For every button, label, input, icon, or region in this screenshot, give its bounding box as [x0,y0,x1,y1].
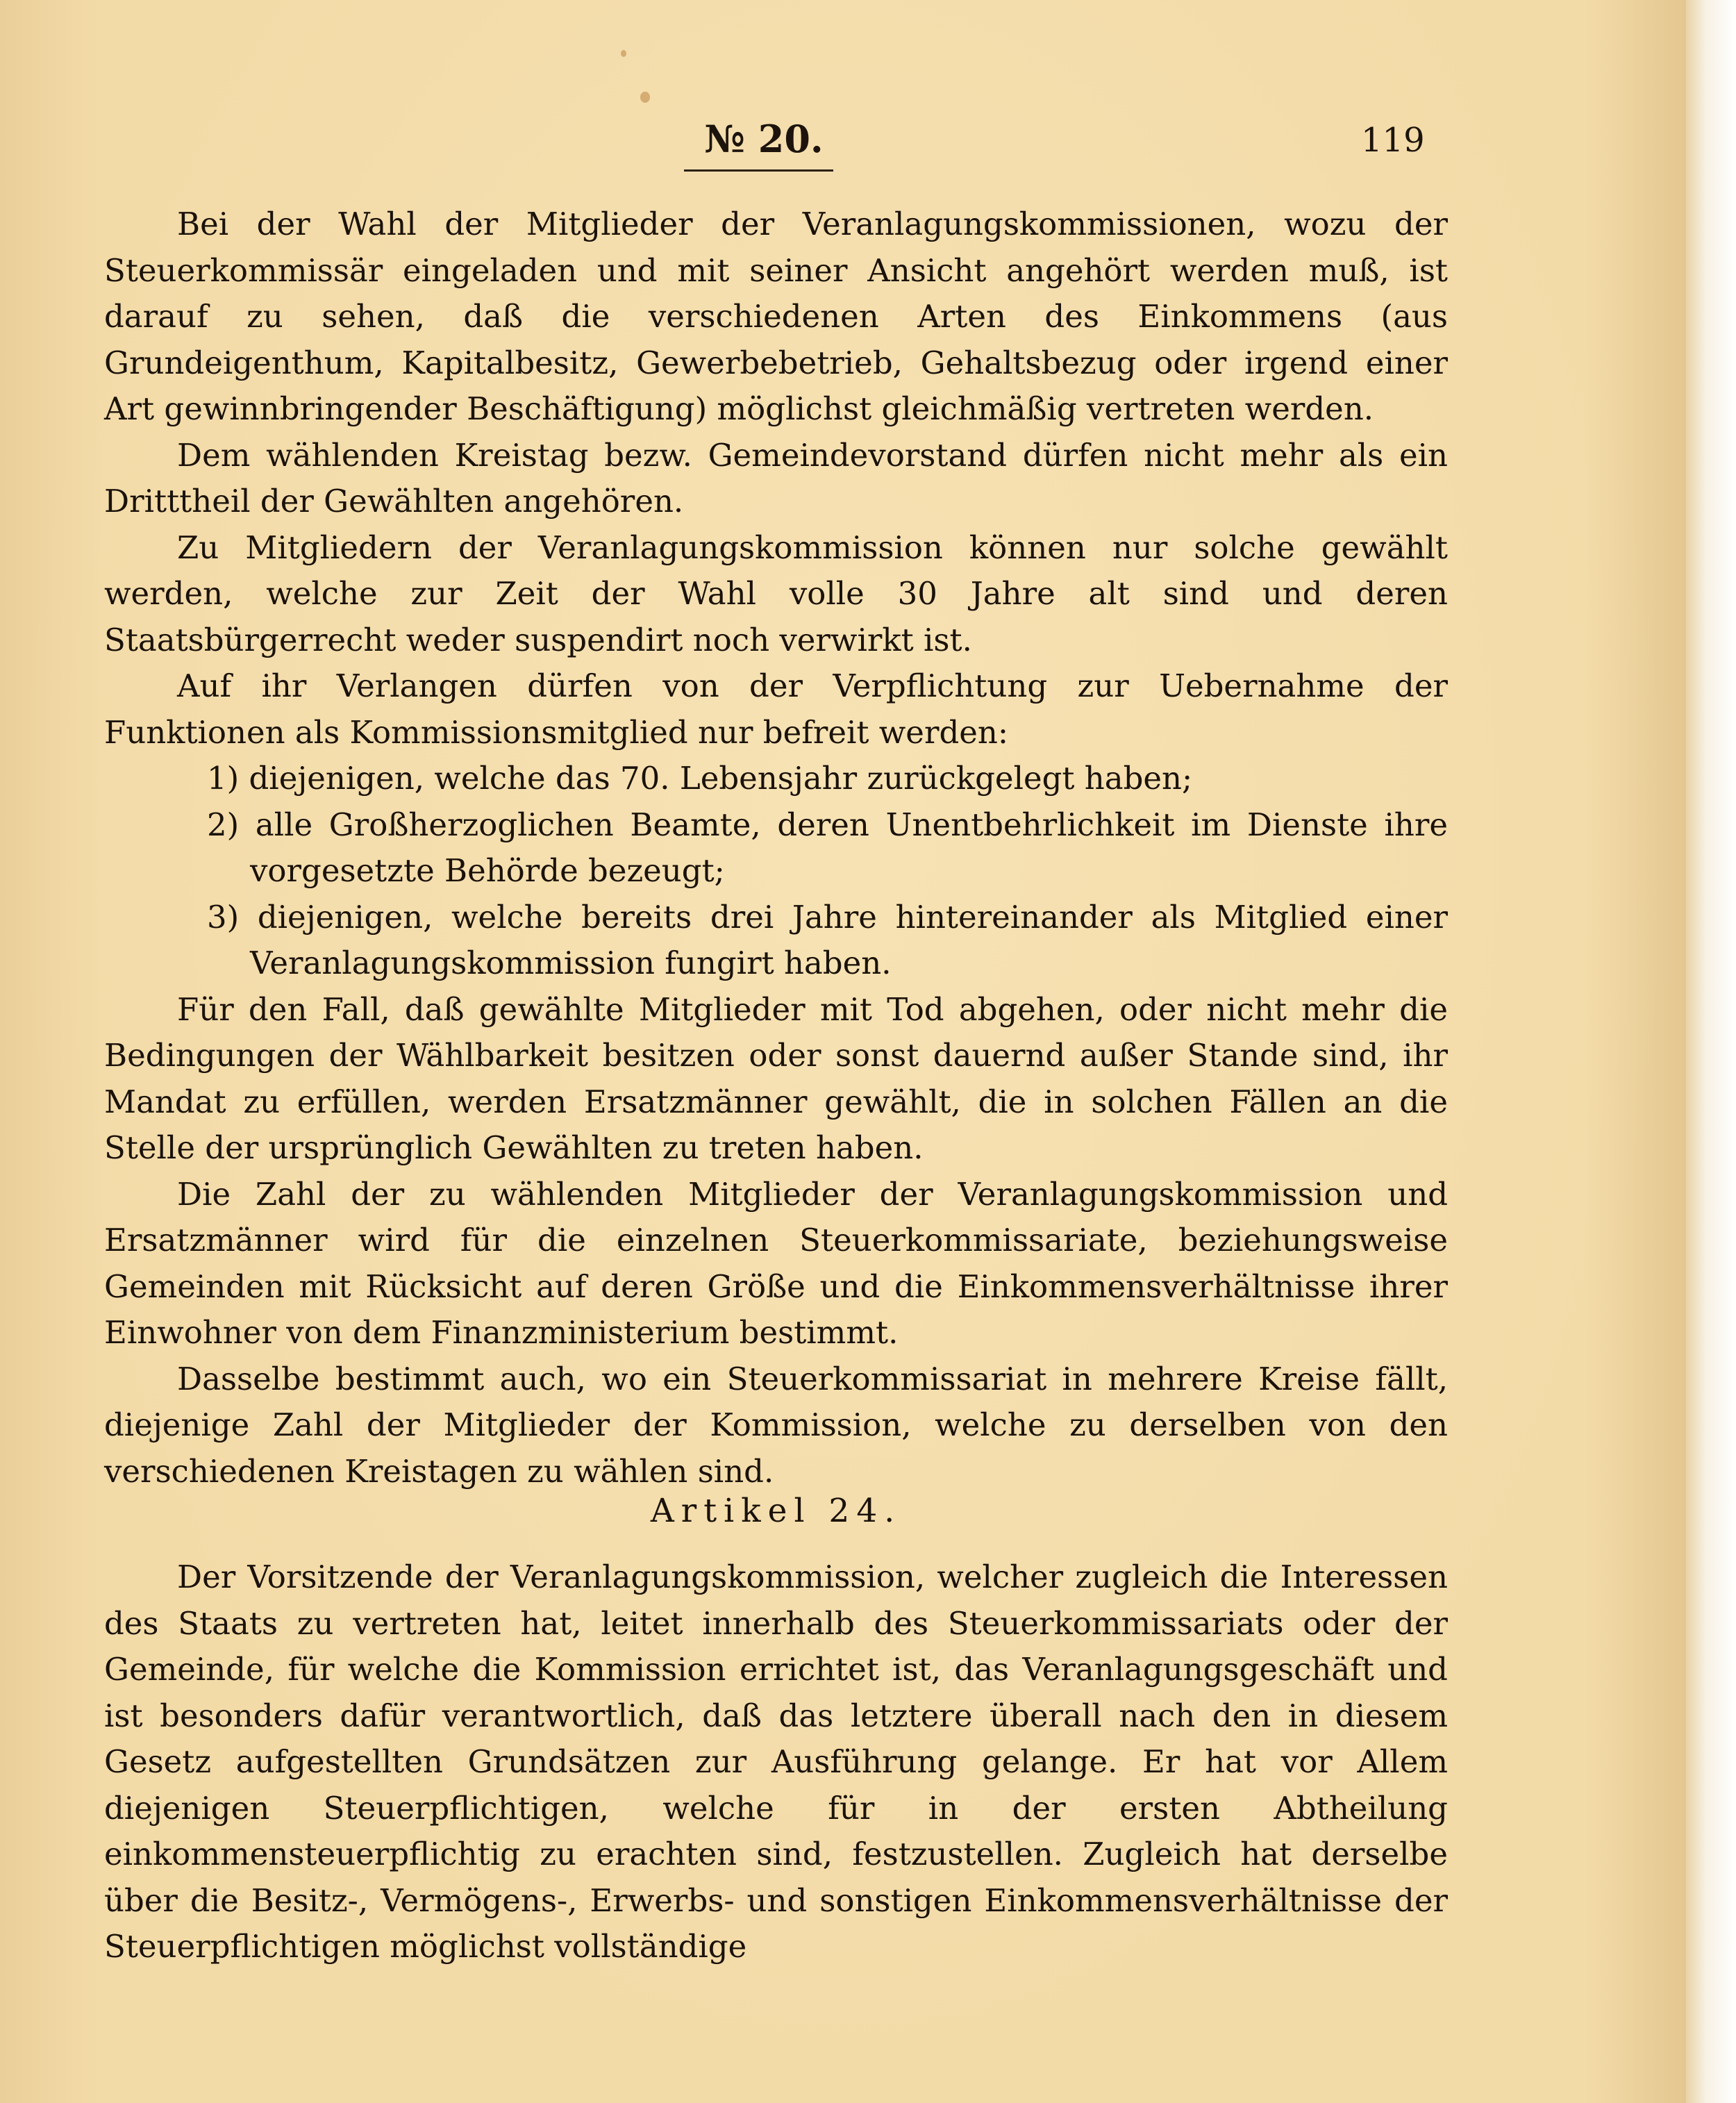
paragraph-districts: Dasselbe bestimmt auch, wo ein Steuerkommissariat in mehrere Kreise fällt, diejenige Zahl der Mitglieder der Kommission, welche zu derselben von den verschiedenen Kreistagen zu wählen sind. [104,1360,1448,1490]
list-item: 3) diejenigen, welche bereits drei Jahre hintereinander als Mitglied einer Veranlagungskommission fungirt haben. [207,898,1448,981]
paper-stain [640,92,650,103]
header-rule [684,169,833,172]
article-heading: Artikel 24. [650,1492,902,1530]
paragraph-election: Bei der Wahl der Mitglieder der Veranlagungskommissionen, wozu der Steuerkommissär eingeladen und mit seiner Ansicht angehört werden muß, ist darauf zu sehen, daß die verschiedenen Arten des Einkommens (aus Grundeigenthum, Kapitalbesitz, Gewerbebetrieb, Gehaltsbezug oder irgend einer Art gewinnbringender Beschäftigung) möglichst gleichmäßig vertreten werden. [104,206,1448,427]
paragraph-eligibility: Zu Mitgliedern der Veranlagungskommission können nur solche gewählt werden, welche zur Zeit der Wahl volle 30 Jahre alt sind und deren Staatsbürgerrecht weder suspendirt noch verwirkt ist. [104,529,1448,658]
page-number: 119 [1361,121,1425,160]
paper-stain [621,50,626,57]
paragraph-number-of-members: Die Zahl der zu wählenden Mitglieder der Veranlagungskommission und Ersatzmänner wird für die einzelnen Steuerkommissariate, beziehungsweise Gemeinden mit Rücksicht auf deren Größe und die Einkommensverhältnisse ihrer Einwohner von dem Finanzministerium bestimmt. [104,1175,1448,1351]
article-body [104,1554,1448,1970]
paragraph-chairman: Der Vorsitzende der Veranlagungskommission, welcher zugleich die Interessen des Staats zu vertreten hat, leitet innerhalb des Steuerkommissariats oder der Gemeinde, für welche die Kommission errichtet ist, das Veranlagungsgeschäft und ist besonders dafür verantwortlich, daß das letztere überall nach den in diesem Gesetz aufgestellten Grundsätzen zur Ausführung gelange. Er hat vor Allem diejenigen Steuerpflichtigen, welche für in der ersten Abtheilung einkommensteuerpflichtig zu erachten sind, festzustellen. Zugleich hat derselbe über die Besitz-, Vermögens-, Erwerbs- und sonstigen Einkommensverhältnisse der Steuerpflichtigen möglichst vollständige [104,1558,1448,1965]
list-item: 2) alle Großherzoglichen Beamte, deren Unentbehrlichkeit im Dienste ihre vorgesetzte Behörde bezeugt; [207,806,1448,889]
paper-edge [1686,0,1736,2103]
paragraph-exemption: Auf ihr Verlangen dürfen von der Verpflichtung zur Uebernahme der Funktionen als Kommissionsmitglied nur befreit werden: [104,667,1448,751]
section-body [104,201,1448,1495]
issue-number: № 20. [704,117,824,161]
paragraph-third: Dem wählenden Kreistag bezw. Gemeindevorstand dürfen nicht mehr als ein Dritttheil der Gewählten angehören. [104,436,1448,519]
paragraph-substitutes: Für den Fall, daß gewählte Mitglieder mit Tod abgehen, oder nicht mehr die Bedingungen der Wählbarkeit besitzen oder sonst dauernd außer Stande sind, ihr Mandat zu erfüllen, werden Ersatzmänner gewählt, die in solchen Fällen an die Stelle der ursprünglich Gewählten zu treten haben. [104,990,1448,1166]
list-item: 1) diejenigen, welche das 70. Lebensjahr zurückgelegt haben; [207,760,1193,797]
